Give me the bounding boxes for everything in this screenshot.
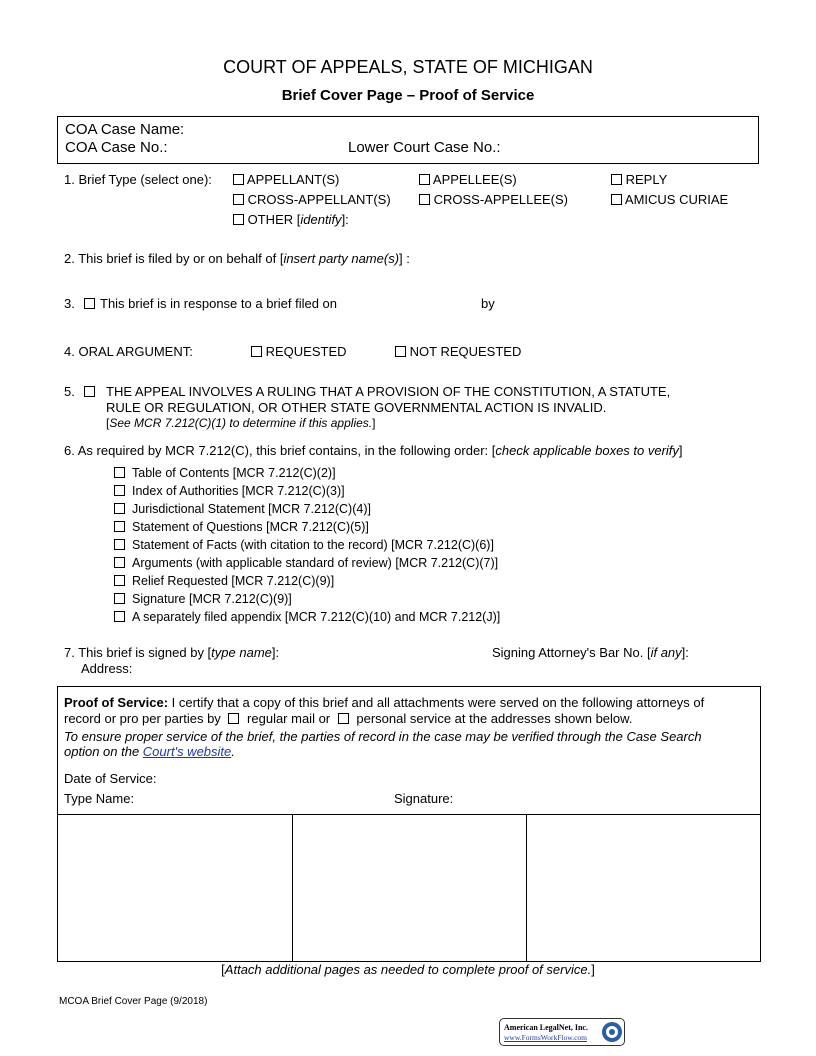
- proof-line1: Proof of Service: I certify that a copy of this brief and all attachments were served on the following attorneys of: [64, 695, 705, 710]
- opt-appellee[interactable]: [419, 172, 517, 187]
- bar-no-label: Signing Attorney's Bar No. [if any]:: [492, 645, 689, 660]
- other-label: OTHER [: [247, 212, 301, 227]
- q6-item-checkbox[interactable]: [114, 593, 125, 604]
- q6-item[interactable]: A separately filed appendix [MCR 7.212(C)(10) and MCR 7.212(J)]: [114, 610, 500, 624]
- q7-address-label: Address:: [81, 661, 133, 676]
- reply-label: REPLY: [625, 172, 668, 187]
- q6-item[interactable]: Index of Authorities [MCR 7.212(C)(3)]: [114, 484, 345, 498]
- q6-item-checkbox[interactable]: [114, 467, 125, 478]
- q4-label: 4. ORAL ARGUMENT:: [64, 344, 193, 359]
- q5-line2: RULE OR REGULATION, OR OTHER STATE GOVERNMENTAL ACTION IS INVALID.: [106, 400, 607, 415]
- amicus-checkbox[interactable]: [611, 194, 622, 205]
- regular-mail-checkbox[interactable]: [228, 713, 239, 724]
- opt-not-requested[interactable]: [395, 344, 521, 359]
- q2-text: 2. This brief is filed by or on behalf of [insert party name(s)] :: [64, 251, 410, 266]
- amicus-label: AMICUS CURIAE: [624, 192, 729, 207]
- q6-item[interactable]: Statement of Questions [MCR 7.212(C)(5)]: [114, 520, 369, 534]
- other-end: ]:: [341, 212, 349, 227]
- cross-appellee-label: CROSS-APPELLEE(S): [433, 192, 568, 207]
- other-checkbox[interactable]: [233, 214, 244, 225]
- lower-court-case-no-label: Lower Court Case No.:: [348, 139, 501, 156]
- not-requested-label: NOT REQUESTED: [409, 344, 522, 359]
- q6-item-checkbox[interactable]: [114, 557, 125, 568]
- q1-label: 1. Brief Type (select one):: [64, 172, 212, 187]
- requested-checkbox[interactable]: [251, 346, 262, 357]
- q6-item-checkbox[interactable]: [114, 521, 125, 532]
- opt-appellant[interactable]: [233, 172, 339, 187]
- form-id: MCOA Brief Cover Page (9/2018): [59, 996, 208, 1007]
- cross-appellee-checkbox[interactable]: [419, 194, 430, 205]
- q3-checkbox[interactable]: [84, 298, 95, 309]
- personal-service-checkbox[interactable]: [338, 713, 349, 724]
- american-legalnet-logo: [499, 1018, 625, 1046]
- q3-by: by: [481, 296, 495, 311]
- case-info-box: [57, 116, 759, 164]
- reply-checkbox[interactable]: [611, 174, 622, 185]
- opt-cross-appellant[interactable]: [233, 192, 391, 207]
- coa-case-no-label: COA Case No.:: [65, 139, 168, 156]
- other-identify: identify: [300, 212, 342, 227]
- opt-other[interactable]: [233, 212, 349, 227]
- appellant-checkbox[interactable]: [233, 174, 244, 185]
- q3-num: 3.: [64, 296, 75, 311]
- proof-note-line1: To ensure proper service of the brief, the parties of record in the case may be verified through the Case Search: [64, 729, 702, 744]
- cross-appellant-label: CROSS-APPELLANT(S): [247, 192, 391, 207]
- attach-note: [Attach additional pages as needed to complete proof of service.]: [221, 962, 595, 977]
- appellant-label: APPELLANT(S): [246, 172, 340, 187]
- q6-item[interactable]: Signature [MCR 7.212(C)(9)]: [114, 592, 292, 606]
- page-subtitle: Brief Cover Page – Proof of Service: [281, 87, 535, 104]
- opt-amicus[interactable]: [611, 192, 728, 207]
- opt-cross-appellee[interactable]: [419, 192, 568, 207]
- logo-line1: American LegalNet, Inc.: [504, 1023, 588, 1032]
- q6-item[interactable]: Arguments (with applicable standard of review) [MCR 7.212(C)(7)]: [114, 556, 498, 570]
- requested-label: REQUESTED: [265, 344, 347, 359]
- q5-checkbox[interactable]: [84, 386, 95, 397]
- q5-line1: THE APPEAL INVOLVES A RULING THAT A PROVISION OF THE CONSTITUTION, A STATUTE,: [106, 384, 671, 399]
- appellee-checkbox[interactable]: [419, 174, 430, 185]
- q6-item[interactable]: Relief Requested [MCR 7.212(C)(9)]: [114, 574, 334, 588]
- cross-appellant-checkbox[interactable]: [233, 194, 244, 205]
- q7-text: 7. This brief is signed by [type name]:: [64, 645, 280, 660]
- q6-item-checkbox[interactable]: [114, 539, 125, 550]
- q5-note: [See MCR 7.212(C)(1) to determine if this applies.]: [106, 416, 376, 430]
- q6-item-checkbox[interactable]: [114, 485, 125, 496]
- type-name-label: Type Name:: [64, 791, 135, 806]
- signature-label: Signature:: [394, 791, 454, 806]
- address-cell-1[interactable]: [58, 814, 293, 961]
- q6-text: 6. As required by MCR 7.212(C), this brief contains, in the following order: [check applicable boxes to verify]: [64, 443, 683, 458]
- court-title: COURT OF APPEALS, STATE OF MICHIGAN: [223, 57, 593, 77]
- q6-item-checkbox[interactable]: [114, 611, 125, 622]
- not-requested-checkbox[interactable]: [395, 346, 406, 357]
- proof-of-service-box: [57, 686, 761, 962]
- address-cell-2[interactable]: [293, 814, 526, 961]
- date-of-service-label: Date of Service:: [64, 771, 157, 786]
- opt-reply[interactable]: [611, 172, 667, 187]
- opt-requested[interactable]: [251, 344, 347, 359]
- coa-case-name-label: COA Case Name:: [65, 121, 185, 138]
- globe-icon: [601, 1021, 623, 1043]
- address-cell-3[interactable]: [527, 814, 760, 961]
- proof-note-line2: option on the Court's website.: [64, 744, 235, 759]
- q3-text: This brief is in response to a brief filed on: [100, 296, 338, 311]
- courts-website-link[interactable]: Court's website: [142, 744, 232, 759]
- q5-num: 5.: [64, 384, 75, 399]
- q6-item[interactable]: Jurisdictional Statement [MCR 7.212(C)(4)]: [114, 502, 371, 516]
- q6-item[interactable]: Statement of Facts (with citation to the record) [MCR 7.212(C)(6)]: [114, 538, 494, 552]
- q6-item-checkbox[interactable]: [114, 503, 125, 514]
- logo-line2: www.FormsWorkFlow.com: [504, 1033, 588, 1042]
- appellee-label: APPELLEE(S): [432, 172, 517, 187]
- q6-item-checkbox[interactable]: [114, 575, 125, 586]
- proof-line2: record or pro per parties by regular mail or personal service at the addresses shown below.: [64, 711, 633, 726]
- q6-item[interactable]: Table of Contents [MCR 7.212(C)(2)]: [114, 466, 336, 480]
